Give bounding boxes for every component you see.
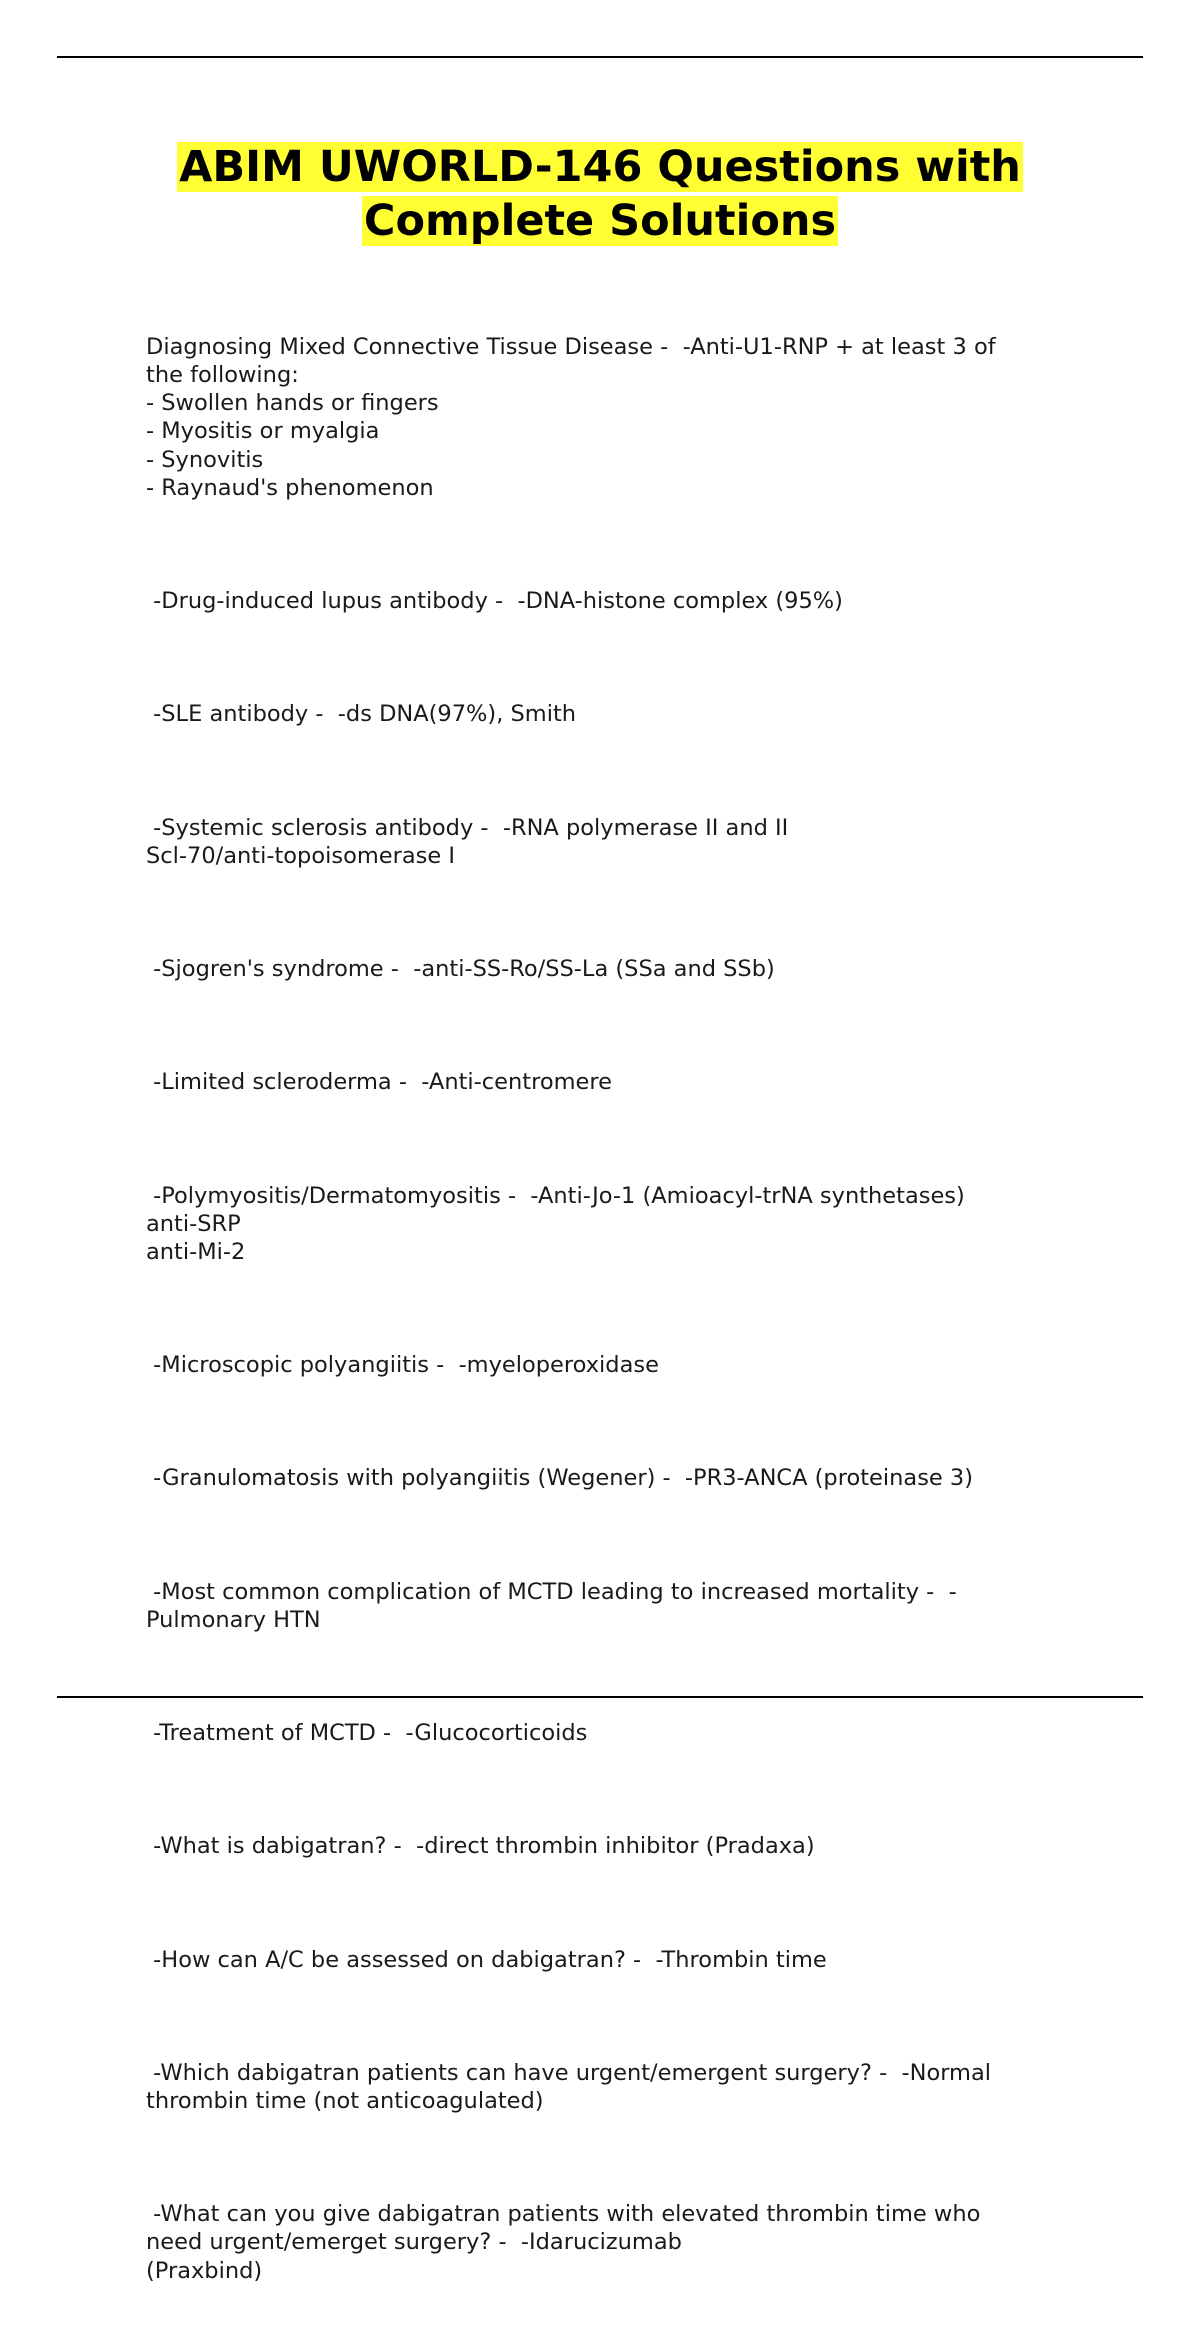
title-line-2: Complete Solutions — [363, 196, 837, 246]
qa-entry: -Systemic sclerosis antibody - -RNA polymerase II and II Scl-70/anti-topoisomerase I — [146, 814, 789, 869]
qa-entry: Diagnosing Mixed Connective Tissue Disease - -Anti-U1-RNP + at least 3 of the following: - Swollen hands or fingers - Myositis or myalgia - Synovitis - Raynaud's phenomenon — [146, 333, 996, 502]
qa-entry: -How can A/C be assessed on dabigatran? - -Thrombin time — [146, 1946, 827, 1973]
qa-entry: -Polymyositis/Dermatomyositis - -Anti-Jo-1 (Amioacyl-trNA synthetases) anti-SRP anti-Mi-2 — [146, 1182, 965, 1266]
qa-entry: -What is dabigatran? - -direct thrombin inhibitor (Pradaxa) — [146, 1833, 815, 1860]
top-divider — [57, 56, 1143, 58]
qa-entry: -Granulomatosis with polyangiitis (Wegener) - -PR3-ANCA (proteinase 3) — [146, 1465, 974, 1492]
qa-entry: -Sjogren's syndrome - -anti-SS-Ro/SS-La (SSa and SSb) — [146, 956, 775, 983]
qa-entry: -Drug-induced lupus antibody - -DNA-histone complex (95%) — [146, 588, 843, 615]
qa-entry: -Most common complication of MCTD leading to increased mortality - - Pulmonary HTN — [146, 1578, 957, 1633]
qa-entry: -Microscopic polyangiitis - -myeloperoxidase — [146, 1352, 659, 1379]
qa-entry: -What can you give dabigatran patients with elevated thrombin time who need urgent/emerget surgery? - -Idarucizumab (Praxbind) — [146, 2201, 981, 2284]
bottom-divider — [57, 1696, 1143, 1698]
document-body — [146, 276, 1086, 2342]
qa-entry: -Limited scleroderma - -Anti-centromere — [146, 1069, 612, 1096]
document-title — [0, 140, 1200, 248]
qa-entry: -SLE antibody - -ds DNA(97%), Smith — [146, 701, 577, 728]
qa-entry: -Treatment of MCTD - -Glucocorticoids — [146, 1720, 588, 1747]
qa-entry: -Which dabigatran patients can have urgent/emergent surgery? - -Normal thrombin time (not anticoagulated) — [146, 2059, 992, 2114]
title-line-1: ABIM UWORLD-146 Questions with — [179, 142, 1021, 192]
